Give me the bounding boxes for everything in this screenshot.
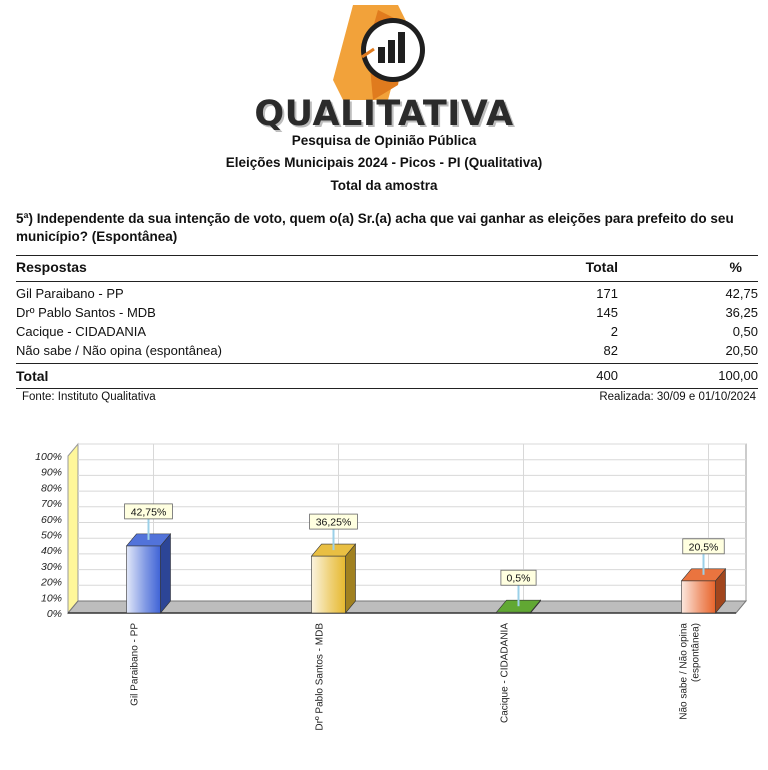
table-row xyxy=(16,324,758,342)
bar-chart xyxy=(0,420,768,770)
total-percent: 100,00 xyxy=(718,368,758,383)
bar xyxy=(127,546,161,613)
data-label: 36,25% xyxy=(315,516,352,529)
bar xyxy=(682,581,716,613)
report-subtitle: Pesquisa de Opinião Pública xyxy=(291,133,477,148)
x-tick-label-group xyxy=(500,623,511,723)
header-respostas: Respostas xyxy=(16,259,87,275)
y-tick-label: 60% xyxy=(40,513,62,526)
table-header xyxy=(16,259,758,277)
data-label: 42,75% xyxy=(130,506,167,519)
date-note: Realizada: 30/09 e 01/10/2024 xyxy=(599,391,756,403)
row-answer: Drº Pablo Santos - MDB xyxy=(16,305,156,320)
header-percent: % xyxy=(729,259,742,275)
brand-name: QUALITATIVA xyxy=(254,94,514,134)
table-row xyxy=(16,286,758,304)
x-tick-label: Gil Paraibano - PP xyxy=(129,623,141,706)
x-tick-label-group xyxy=(679,623,702,720)
row-total: 145 xyxy=(596,305,618,320)
y-tick-label: 80% xyxy=(40,482,62,495)
total-label: Total xyxy=(16,368,49,384)
table-total-row xyxy=(16,368,758,386)
row-percent: 36,25 xyxy=(725,305,758,320)
chart-floor xyxy=(68,601,746,613)
total-count: 400 xyxy=(596,368,618,383)
table-row xyxy=(16,343,758,361)
row-total: 82 xyxy=(603,343,618,358)
row-answer: Não sabe / Não opina (espontânea) xyxy=(16,343,222,358)
y-tick-label: 50% xyxy=(40,529,62,542)
table-row xyxy=(16,305,758,323)
y-tick-label: 100% xyxy=(35,451,62,463)
question-text: 5ª) Independente da sua intenção de voto, quem o(a) Sr.(a) acha que vai ganhar as eleições para prefeito do seu município? (Espontânea) xyxy=(16,211,734,244)
x-tick-label: Cacique - CIDADANIA xyxy=(499,623,511,724)
data-label: 0,5% xyxy=(506,572,531,585)
row-total: 171 xyxy=(596,286,618,301)
header-total: Total xyxy=(585,259,618,275)
y-tick-label: 90% xyxy=(40,466,62,479)
x-tick-label: Não sabe / Não opina xyxy=(678,623,690,720)
bar xyxy=(312,556,346,613)
x-tick-label: (espontânea) xyxy=(690,623,702,682)
row-percent: 20,50 xyxy=(725,343,758,358)
chart-left-wall xyxy=(68,444,78,613)
row-percent: 0,50 xyxy=(732,324,758,339)
row-total: 2 xyxy=(610,324,618,339)
y-tick-label: 40% xyxy=(40,545,62,558)
data-label: 20,5% xyxy=(688,541,719,554)
source-note: Fonte: Instituto Qualitativa xyxy=(22,391,156,403)
row-percent: 42,75 xyxy=(725,286,758,301)
bar-side xyxy=(161,534,171,613)
survey-title: Eleições Municipais 2024 - Picos - PI (Qualitativa) xyxy=(225,155,543,170)
row-answer: Gil Paraibano - PP xyxy=(16,286,124,301)
y-tick-label: 30% xyxy=(40,560,62,573)
x-tick-label: Drº Pablo Santos - MDB xyxy=(314,623,326,731)
sample-label: Total da amostra xyxy=(330,178,438,193)
y-tick-label: 0% xyxy=(46,608,62,620)
y-tick-label: 70% xyxy=(40,498,62,511)
x-tick-label-group xyxy=(130,623,141,706)
y-tick-label: 20% xyxy=(40,576,62,589)
y-tick-label: 10% xyxy=(40,592,62,605)
x-tick-label-group xyxy=(315,623,326,731)
row-answer: Cacique - CIDADANIA xyxy=(16,324,147,339)
